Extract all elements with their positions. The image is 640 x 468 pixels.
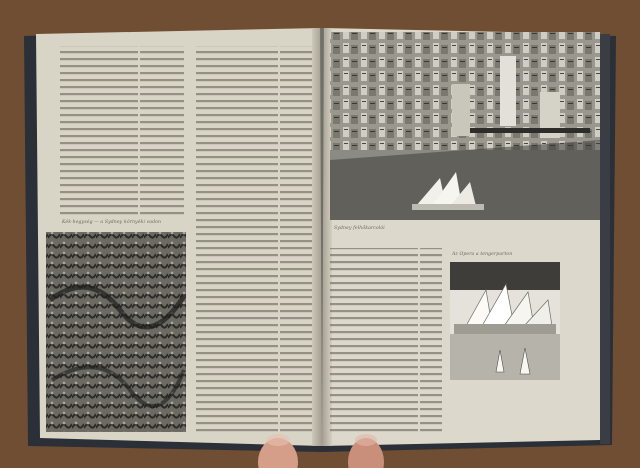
tower-2 <box>452 84 470 136</box>
opera-water <box>450 334 560 380</box>
text-column-right-left <box>330 248 442 434</box>
spine-gutter <box>312 28 332 446</box>
text-column-left-right <box>196 46 312 434</box>
bridge-deck <box>470 128 590 133</box>
caption-opera-house: Az Opera a tengerparton <box>452 252 513 257</box>
caption-sydney-skyline: Sydney felhőkarcolói <box>334 226 385 231</box>
opera-base <box>454 324 556 334</box>
right-page-edge <box>600 34 610 444</box>
text-column-left-upper <box>60 46 184 218</box>
tower-1 <box>500 56 516 126</box>
caption-blue-mountains: Kék-hegység — a Sydney környéki vadon <box>62 220 162 225</box>
